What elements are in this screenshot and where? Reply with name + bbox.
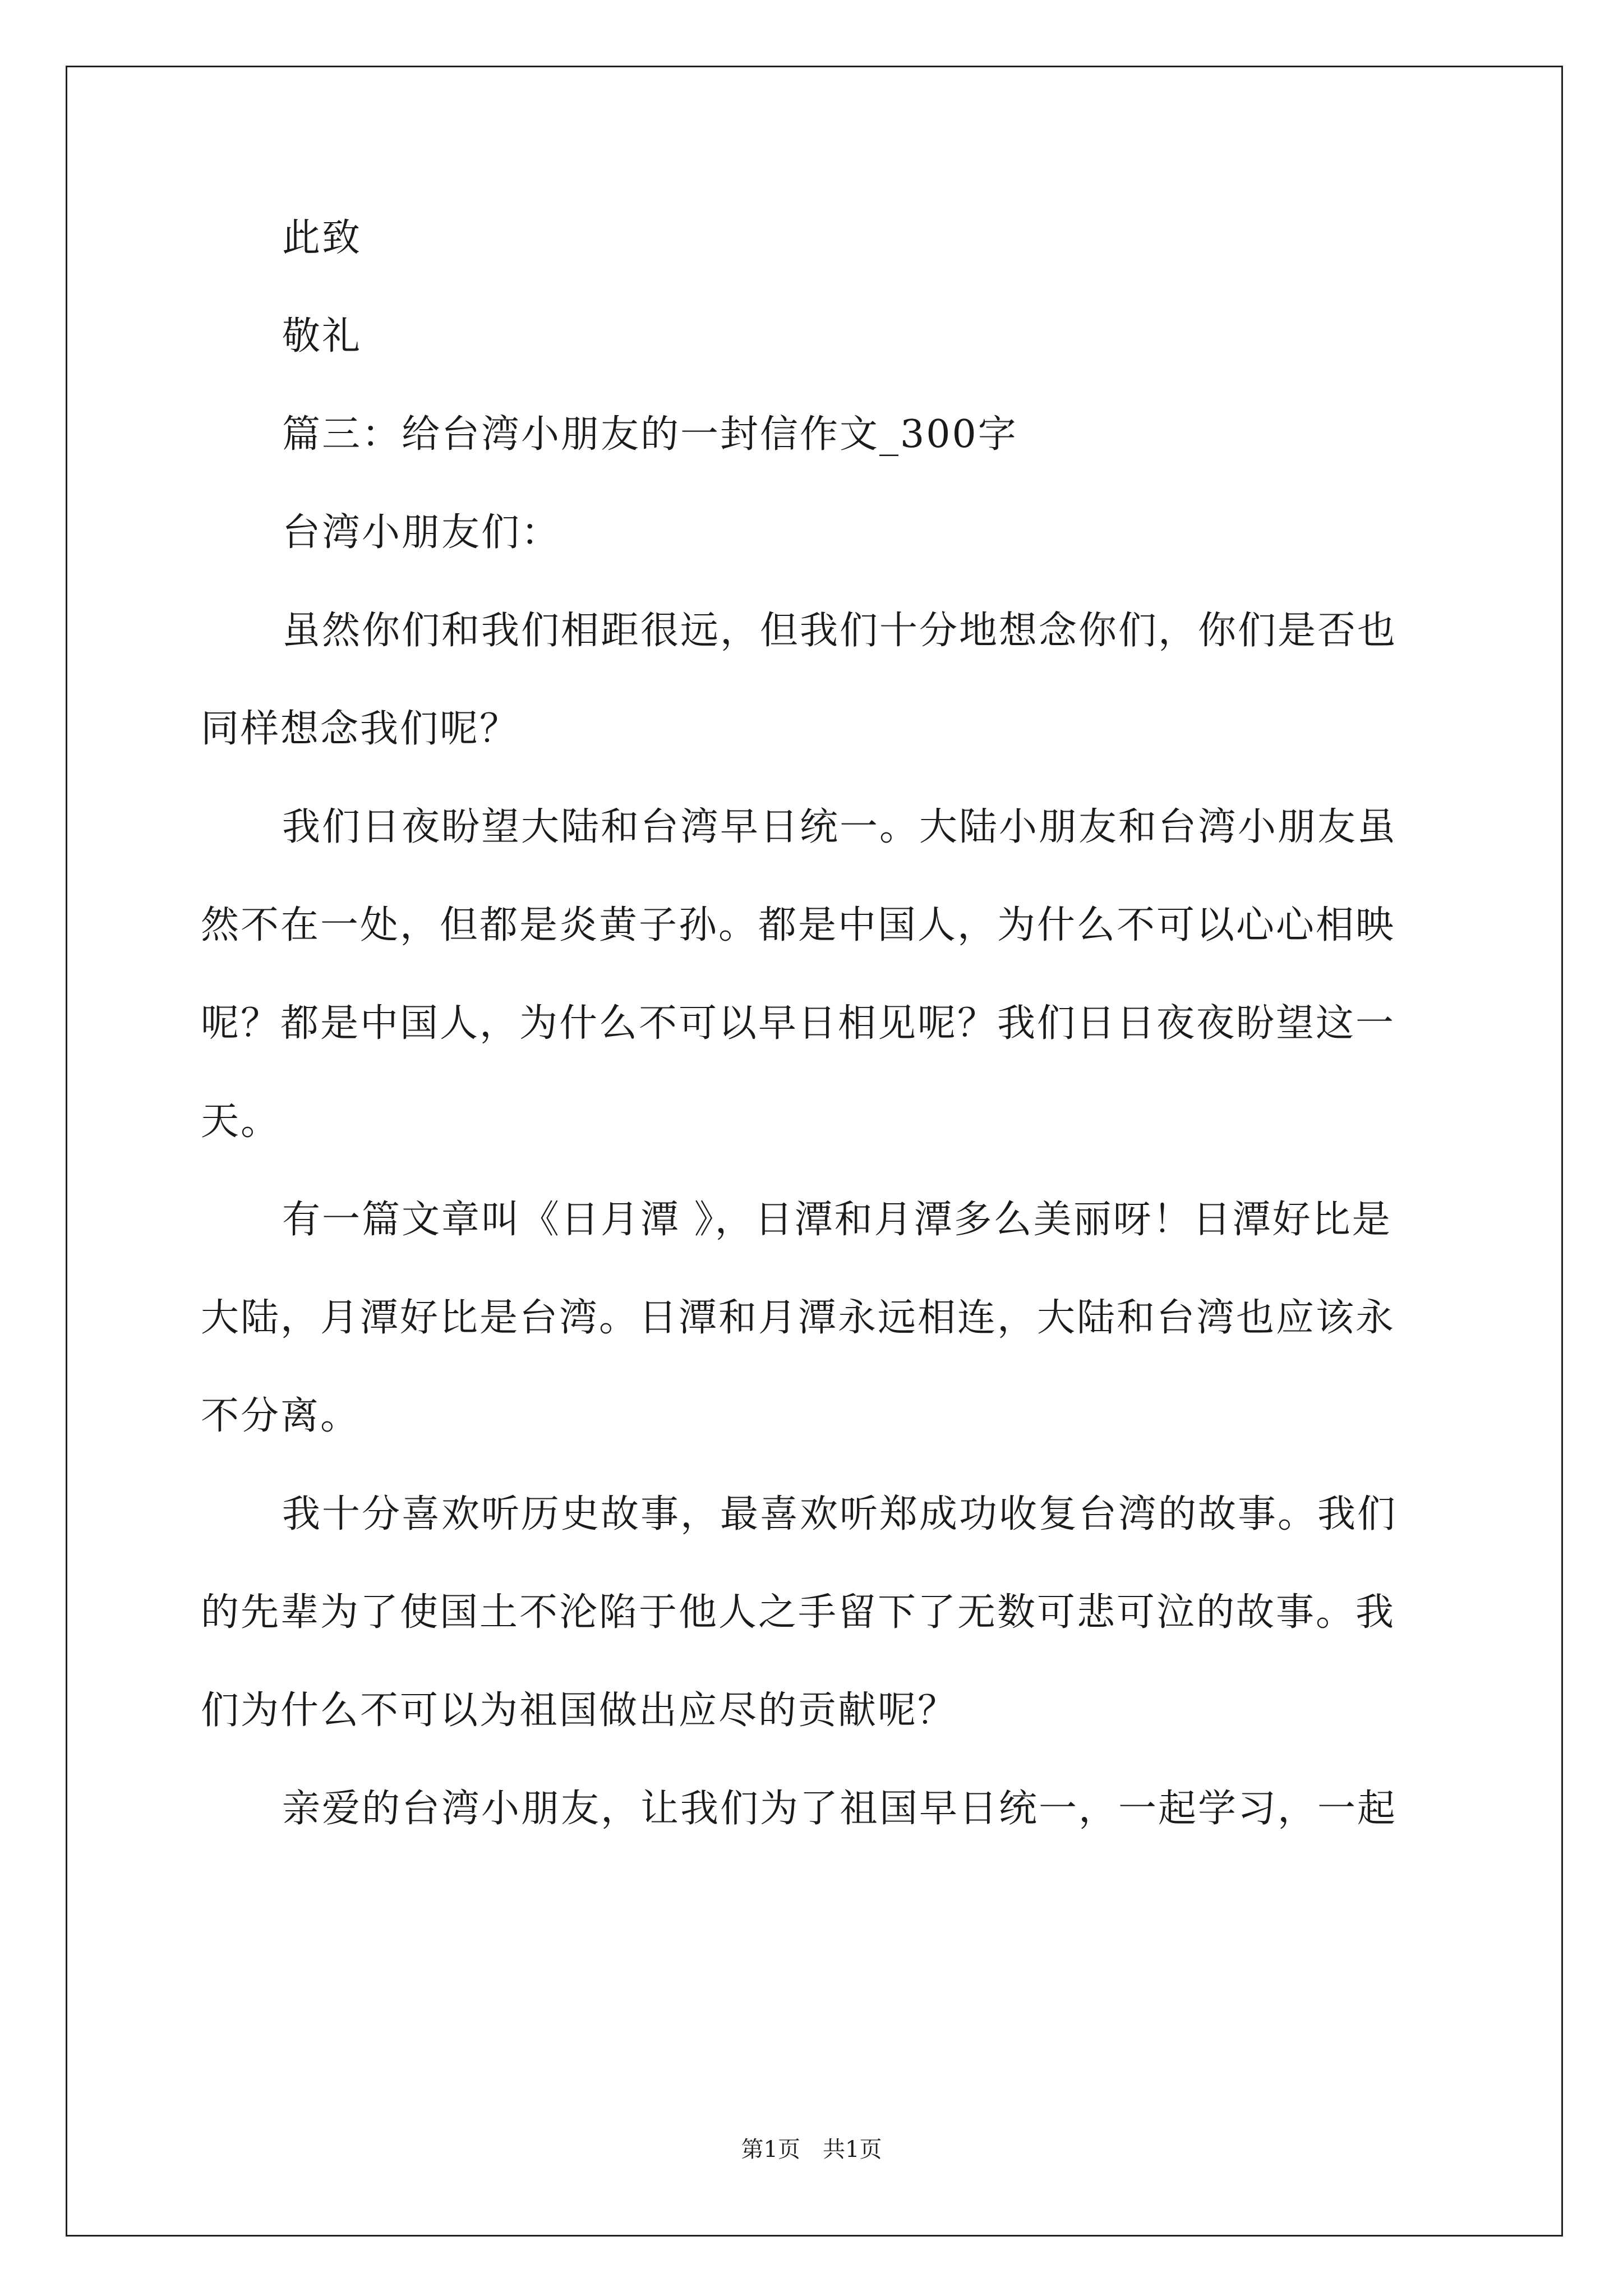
paragraph-line: 的先辈为了使国土不沦陷于他人之手留下了无数可悲可泣的故事。我 xyxy=(201,1590,1396,1635)
paragraph-line: 同样想念我们呢？ xyxy=(201,707,520,751)
paragraph-line: 有一篇文章叫《日月潭 》，日潭和月潭多么美丽呀！日潭好比是 xyxy=(282,1198,1392,1242)
paragraph-line: 大陆，月潭好比是台湾。日潭和月潭永远相连，大陆和台湾也应该永 xyxy=(201,1296,1396,1340)
paragraph-line: 不分离。 xyxy=(201,1394,361,1438)
paragraph-line: 我们日夜盼望大陆和台湾早日统一。大陆小朋友和台湾小朋友虽 xyxy=(282,805,1398,849)
salute-line: 敬礼 xyxy=(282,314,362,358)
paragraph-line: 天。 xyxy=(201,1099,281,1144)
greeting-line: 台湾小朋友们： xyxy=(282,510,561,555)
paragraph-line: 亲爱的台湾小朋友，让我们为了祖国早日统一，一起学习，一起 xyxy=(282,1787,1398,1831)
closing-line: 此致 xyxy=(282,216,362,260)
paragraph-line: 们为什么不可以为祖国做出应尽的贡献呢？ xyxy=(201,1688,958,1733)
paragraph-line: 虽然你们和我们相距很远，但我们十分地想念你们，你们是否也 xyxy=(282,609,1398,653)
page-footer: 第1页 共1页 xyxy=(741,2137,882,2162)
paragraph-line: 我十分喜欢听历史故事，最喜欢听郑成功收复台湾的故事。我们 xyxy=(282,1492,1398,1536)
section-heading: 篇三：给台湾小朋友的一封信作文_300字 xyxy=(282,412,1018,457)
paragraph-line: 然不在一处，但都是炎黄子孙。都是中国人，为什么不可以心心相映 xyxy=(201,903,1396,947)
page-border xyxy=(66,66,1563,2237)
paragraph-line: 呢？都是中国人，为什么不可以早日相见呢？我们日日夜夜盼望这一 xyxy=(201,1001,1396,1046)
